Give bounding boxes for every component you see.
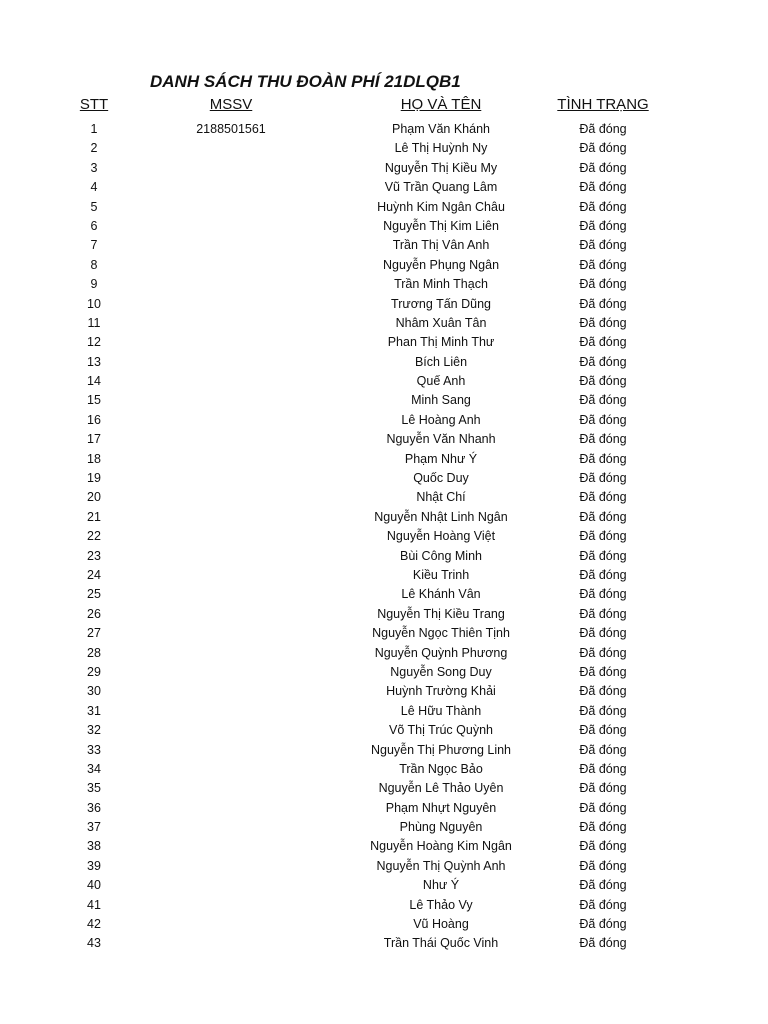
table-header [0, 96, 768, 116]
row-status: Đã đóng [579, 335, 627, 350]
row-status: Đã đóng [579, 839, 627, 854]
table-row [0, 760, 768, 779]
row-stt: 37 [87, 820, 101, 835]
table-row [0, 663, 768, 682]
row-status: Đã đóng [579, 761, 627, 776]
table-row [0, 236, 768, 255]
row-name: Quế Anh [416, 374, 466, 389]
row-stt: 28 [87, 645, 101, 660]
row-name: Phạm Văn Khánh [392, 122, 490, 136]
row-name: Lê Hữu Thành [400, 703, 482, 718]
row-status: Đã đóng [579, 374, 627, 389]
row-stt: 15 [87, 393, 101, 408]
table-row [0, 217, 768, 236]
row-status: Đã đóng [579, 684, 627, 699]
row-name: Nguyễn Hoàng Việt [386, 529, 496, 544]
row-name: Phạm Như Ý [404, 451, 478, 466]
header-stt: STT [79, 96, 109, 113]
row-stt: 10 [87, 296, 101, 311]
row-stt: 27 [87, 626, 101, 641]
row-stt: 16 [87, 412, 101, 427]
row-stt: 14 [87, 374, 101, 389]
row-status: Đã đóng [579, 122, 627, 136]
table-row [0, 411, 768, 430]
row-stt: 33 [87, 742, 101, 757]
row-name: Nhật Chí [416, 490, 466, 505]
table-row [0, 876, 768, 895]
row-stt: 39 [87, 858, 101, 873]
table-row [0, 139, 768, 158]
row-status: Đã đóng [579, 180, 627, 195]
header-mssv: MSSV [209, 96, 253, 113]
row-stt: 38 [87, 839, 101, 854]
row-status: Đã đóng [579, 432, 627, 447]
row-stt: 5 [90, 199, 98, 214]
table-row [0, 295, 768, 314]
row-stt: 31 [87, 703, 101, 718]
row-name: Nguyễn Thị Phương Linh [370, 742, 512, 757]
row-status: Đã đóng [579, 471, 627, 486]
table-row [0, 391, 768, 410]
table-row [0, 644, 768, 663]
row-status: Đã đóng [579, 606, 627, 621]
table-row [0, 353, 768, 372]
row-stt: 8 [90, 257, 98, 272]
table-row [0, 566, 768, 585]
row-name: Huỳnh Kim Ngân Châu [377, 199, 505, 214]
table-row [0, 430, 768, 449]
table-row [0, 857, 768, 876]
table-row [0, 450, 768, 469]
row-stt: 19 [87, 471, 101, 486]
row-stt: 42 [87, 917, 101, 932]
row-name: Vũ Hoàng [413, 917, 469, 932]
table-row [0, 605, 768, 624]
table-row [0, 275, 768, 294]
row-name: Lê Khánh Vân [401, 587, 481, 602]
row-status: Đã đóng [579, 238, 627, 253]
row-status: Đã đóng [579, 645, 627, 660]
row-status: Đã đóng [579, 858, 627, 873]
row-status: Đã đóng [579, 529, 627, 544]
table-row [0, 159, 768, 178]
row-stt: 17 [87, 432, 101, 447]
row-stt: 25 [87, 587, 101, 602]
row-stt: 43 [87, 936, 101, 951]
row-stt: 7 [90, 238, 98, 253]
table-row [0, 741, 768, 760]
row-stt: 24 [87, 567, 101, 582]
table-row [0, 837, 768, 856]
row-name: Phạm Nhựt Nguyên [385, 800, 497, 815]
table-row [0, 178, 768, 197]
table-row [0, 314, 768, 333]
row-status: Đã đóng [579, 626, 627, 641]
table-row [0, 372, 768, 391]
row-status: Đã đóng [579, 820, 627, 835]
table-row [0, 488, 768, 507]
row-stt: 29 [87, 664, 101, 679]
row-stt: 34 [87, 761, 101, 776]
row-name: Trần Minh Thạch [394, 277, 488, 292]
row-stt: 35 [87, 781, 101, 796]
table-row [0, 896, 768, 915]
row-name: Trần Thị Vân Anh [392, 238, 490, 253]
header-name: HỌ VÀ TÊN [400, 96, 482, 113]
row-name: Nguyễn Quỳnh Phương [374, 645, 508, 660]
row-name: Nguyễn Thị Kiều My [384, 160, 498, 175]
page-title: DANH SÁCH THU ĐOÀN PHÍ 21DLQB1 [150, 72, 461, 91]
row-name: Nguyễn Thị Kiều Trang [377, 606, 505, 621]
table-row [0, 120, 768, 139]
row-stt: 13 [87, 354, 101, 369]
row-stt: 6 [90, 218, 98, 233]
row-status: Đã đóng [579, 141, 627, 156]
row-stt: 21 [87, 509, 101, 524]
row-mssv: 2188501561 [196, 122, 266, 136]
row-name: Trương Tấn Dũng [391, 296, 491, 311]
row-stt: 12 [87, 335, 101, 350]
row-status: Đã đóng [579, 412, 627, 427]
row-stt: 36 [87, 800, 101, 815]
row-status: Đã đóng [579, 936, 627, 951]
row-name: Minh Sang [411, 393, 471, 408]
row-stt: 20 [87, 490, 101, 505]
row-stt: 4 [90, 180, 98, 195]
row-status: Đã đóng [579, 800, 627, 815]
table-row [0, 702, 768, 721]
table-row [0, 527, 768, 546]
table-row [0, 469, 768, 488]
table-row [0, 256, 768, 275]
row-status: Đã đóng [579, 218, 627, 233]
row-status: Đã đóng [579, 393, 627, 408]
header-status: TÌNH TRẠNG [557, 96, 649, 113]
row-name: Nguyễn Hoàng Kim Ngân [370, 839, 512, 854]
row-stt: 40 [87, 878, 101, 893]
row-status: Đã đóng [579, 199, 627, 214]
row-status: Đã đóng [579, 587, 627, 602]
row-status: Đã đóng [579, 917, 627, 932]
row-status: Đã đóng [579, 160, 627, 175]
table-row [0, 779, 768, 798]
table-row [0, 508, 768, 527]
row-name: Nguyễn Song Duy [390, 664, 492, 679]
table-row [0, 934, 768, 953]
row-name: Quốc Duy [413, 471, 469, 486]
row-name: Nguyễn Văn Nhanh [386, 432, 496, 447]
row-stt: 32 [87, 723, 101, 738]
row-status: Đã đóng [579, 664, 627, 679]
row-name: Nguyễn Nhật Linh Ngân [374, 509, 508, 524]
row-status: Đã đóng [579, 703, 627, 718]
table-row [0, 818, 768, 837]
row-name: Lê Hoàng Anh [401, 412, 481, 427]
row-status: Đã đóng [579, 897, 627, 912]
row-name: Lê Thị Huỳnh Ny [394, 141, 488, 156]
row-stt: 9 [90, 277, 98, 292]
row-name: Bích Liên [414, 354, 468, 369]
row-name: Phùng Nguyên [399, 820, 483, 835]
row-name: Trần Ngọc Bảo [399, 761, 483, 776]
row-stt: 3 [90, 160, 98, 175]
table-row [0, 547, 768, 566]
row-status: Đã đóng [579, 354, 627, 369]
row-name: Nguyễn Ngọc Thiên Tịnh [372, 626, 510, 641]
table-body [0, 120, 768, 954]
row-name: Nguyễn Lê Thảo Uyên [378, 781, 504, 796]
row-name: Nguyễn Phụng Ngân [382, 257, 500, 272]
table-row [0, 799, 768, 818]
row-name: Phan Thị Minh Thư [387, 335, 495, 350]
row-name: Như Ý [422, 878, 460, 893]
row-status: Đã đóng [579, 296, 627, 311]
row-name: Trần Thái Quốc Vinh [383, 936, 499, 951]
table-row [0, 585, 768, 604]
row-status: Đã đóng [579, 548, 627, 563]
row-name: Huỳnh Trường Khải [386, 684, 496, 699]
row-stt: 1 [90, 122, 98, 136]
row-name: Vũ Trần Quang Lâm [384, 180, 498, 195]
row-status: Đã đóng [579, 257, 627, 272]
row-name: Võ Thị Trúc Quỳnh [389, 723, 493, 738]
row-name: Kiều Trinh [412, 567, 470, 582]
table-row [0, 721, 768, 740]
row-name: Bùi Công Minh [400, 548, 482, 563]
row-name: Nguyễn Thị Quỳnh Anh [376, 858, 506, 873]
row-status: Đã đóng [579, 742, 627, 757]
row-status: Đã đóng [579, 723, 627, 738]
row-stt: 26 [87, 606, 101, 621]
table-row [0, 915, 768, 934]
table-row [0, 198, 768, 217]
row-status: Đã đóng [579, 451, 627, 466]
row-status: Đã đóng [579, 781, 627, 796]
row-status: Đã đóng [579, 277, 627, 292]
row-stt: 23 [87, 548, 101, 563]
row-stt: 11 [87, 315, 101, 330]
row-name: Nhâm Xuân Tân [395, 315, 487, 330]
row-status: Đã đóng [579, 315, 627, 330]
table-row [0, 682, 768, 701]
row-name: Nguyễn Thị Kim Liên [383, 218, 499, 233]
row-status: Đã đóng [579, 509, 627, 524]
row-status: Đã đóng [579, 567, 627, 582]
row-stt: 41 [87, 897, 101, 912]
row-stt: 2 [90, 141, 98, 156]
row-status: Đã đóng [579, 878, 627, 893]
row-stt: 18 [87, 451, 101, 466]
table-row [0, 333, 768, 352]
row-stt: 22 [87, 529, 101, 544]
row-status: Đã đóng [579, 490, 627, 505]
table-row [0, 624, 768, 643]
row-stt: 30 [87, 684, 101, 699]
row-name: Lê Thảo Vy [409, 897, 473, 912]
